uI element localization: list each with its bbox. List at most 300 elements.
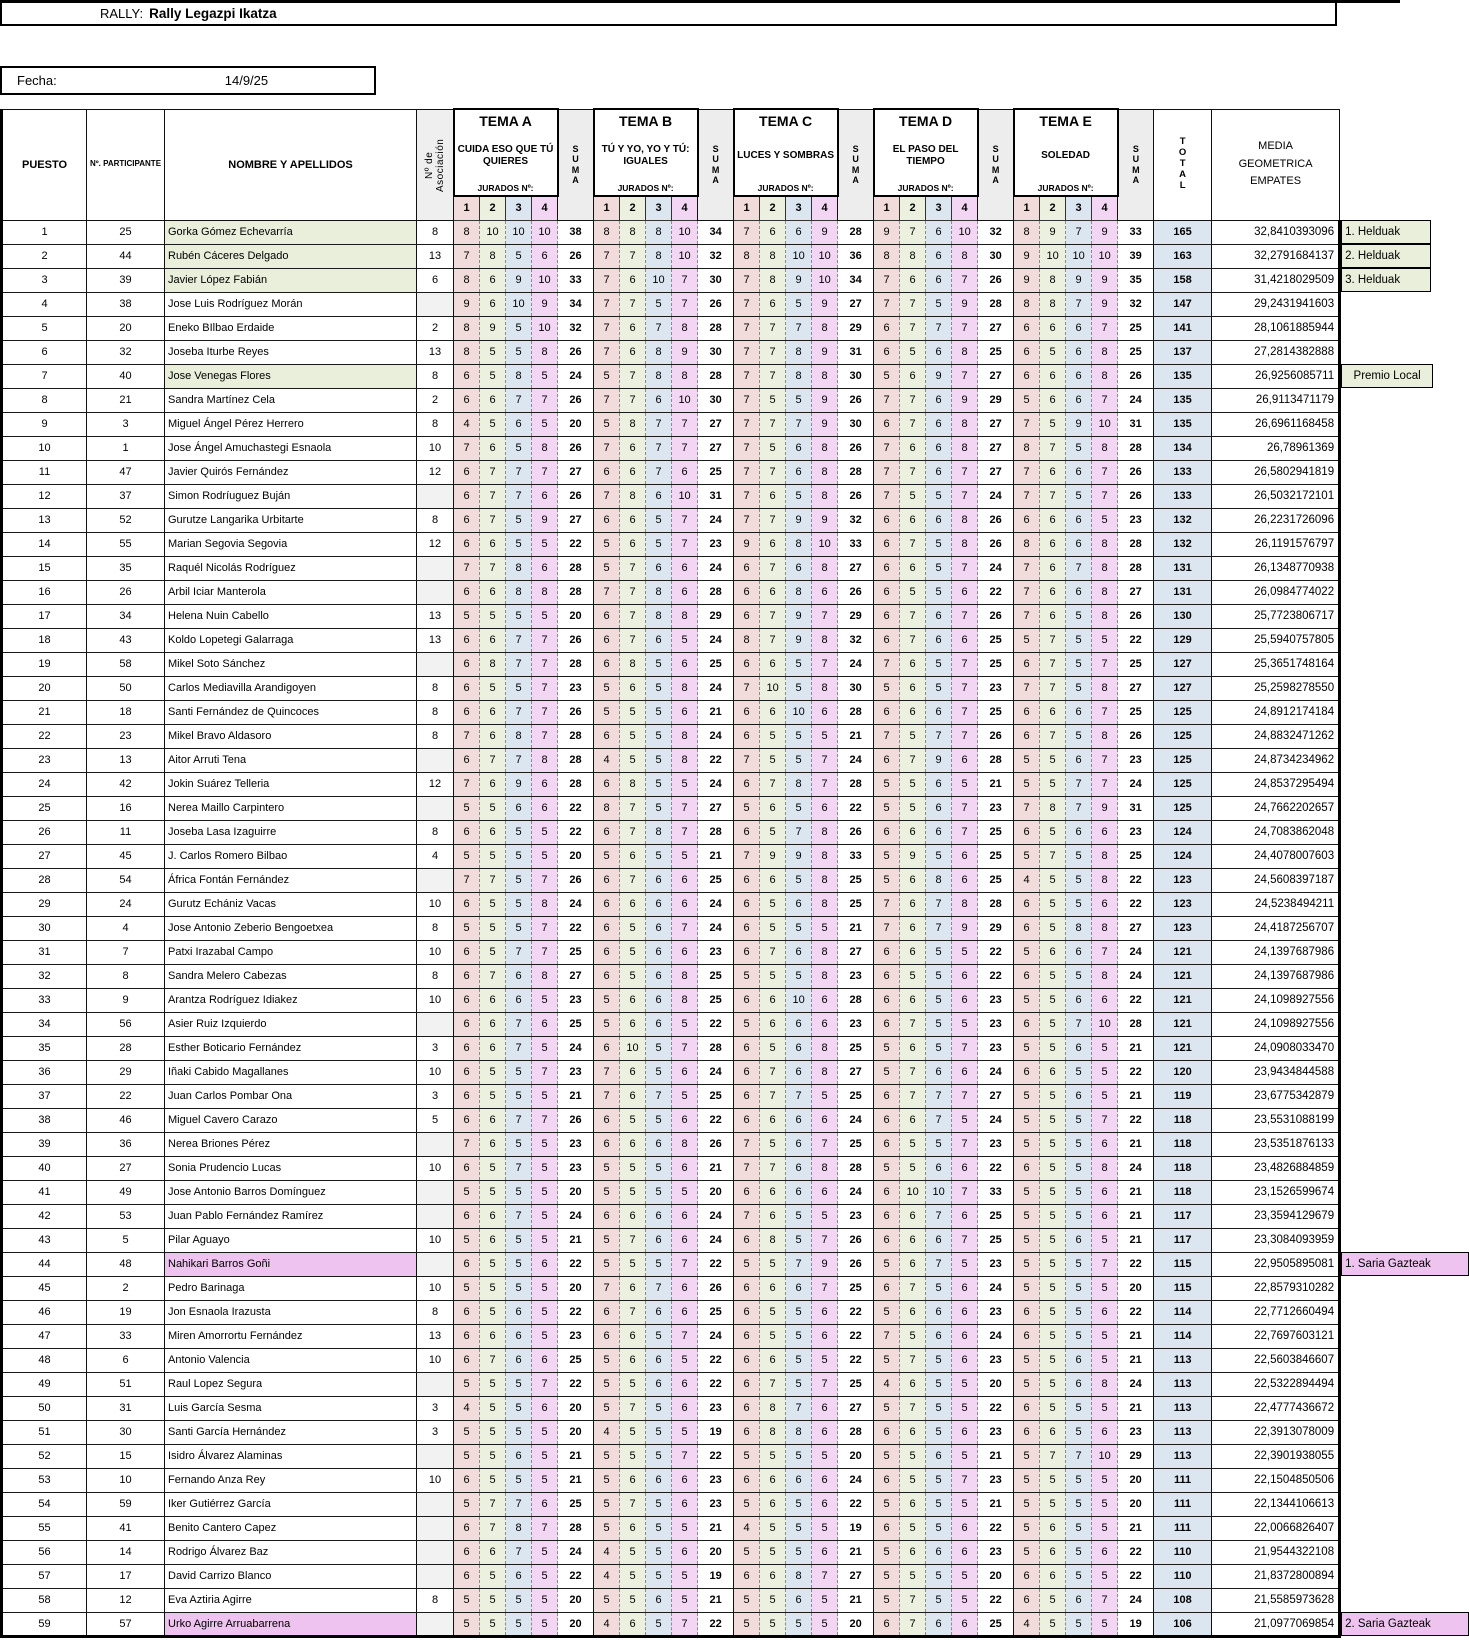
nota-cell (1340, 1348, 1402, 1372)
score-cell: 5 (926, 1588, 952, 1612)
suma-cell: 27 (558, 508, 594, 532)
score-cell: 5 (594, 988, 620, 1012)
score-cell: 6 (1040, 1516, 1066, 1540)
score-cell: 7 (1092, 772, 1118, 796)
score-cell: 7 (672, 820, 698, 844)
score-cell: 7 (874, 268, 900, 292)
suma-cell: 22 (558, 532, 594, 556)
table-row (2, 436, 1402, 460)
score-cell: 5 (874, 772, 900, 796)
suma-cell: 23 (1118, 820, 1154, 844)
media-cell: 32,2791684137 (1212, 244, 1340, 268)
total-cell: 125 (1154, 796, 1212, 820)
score-cell: 5 (620, 1420, 646, 1444)
suma-cell: 27 (978, 316, 1014, 340)
score-cell: 5 (874, 1540, 900, 1564)
nota-cell (1340, 796, 1402, 820)
suma-cell: 27 (558, 964, 594, 988)
score-cell: 5 (672, 1516, 698, 1540)
letter: U (992, 154, 999, 165)
total-cell: 135 (1154, 388, 1212, 412)
suma-cell: 30 (698, 340, 734, 364)
media-cell: 21,5585973628 (1212, 1588, 1340, 1612)
asociacion-cell: 3 (417, 1036, 454, 1060)
table-row (2, 700, 1402, 724)
suma-cell: 32 (978, 220, 1014, 244)
score-cell: 6 (1066, 460, 1092, 484)
nota-cell (1340, 1516, 1402, 1540)
asociacion-cell (417, 556, 454, 580)
nota-cell (1340, 676, 1402, 700)
participante-cell: 43 (87, 628, 165, 652)
score-cell: 6 (1092, 1420, 1118, 1444)
score-cell: 10 (1092, 1012, 1118, 1036)
nota-cell (1340, 244, 1402, 268)
score-cell: 5 (1040, 1468, 1066, 1492)
suma-cell: 23 (558, 676, 594, 700)
score-cell: 5 (760, 1612, 786, 1636)
score-cell: 5 (1066, 676, 1092, 700)
puesto-cell: 30 (2, 916, 87, 940)
score-cell: 6 (620, 460, 646, 484)
score-cell: 6 (594, 652, 620, 676)
score-cell: 5 (454, 1420, 480, 1444)
score-cell: 9 (1092, 292, 1118, 316)
suma-cell: 26 (838, 580, 874, 604)
score-cell: 9 (480, 316, 506, 340)
letter: M (711, 164, 720, 175)
participante-cell: 47 (87, 460, 165, 484)
score-cell: 5 (1066, 1156, 1092, 1180)
score-cell: 7 (1066, 796, 1092, 820)
score-cell: 8 (760, 1420, 786, 1444)
tema-header-inner (875, 110, 977, 195)
nota-cell (1340, 1036, 1402, 1060)
suma-cell: 26 (698, 1276, 734, 1300)
media-cell: 27,2814382888 (1212, 340, 1340, 364)
score-cell: 6 (874, 1132, 900, 1156)
score-cell: 7 (874, 652, 900, 676)
score-cell: 6 (1040, 580, 1066, 604)
score-cell: 6 (480, 388, 506, 412)
score-cell: 6 (1014, 1564, 1040, 1588)
asociacion-cell (417, 1204, 454, 1228)
score-cell: 6 (672, 1228, 698, 1252)
score-cell: 5 (760, 916, 786, 940)
suma-cell: 28 (558, 556, 594, 580)
score-cell: 6 (480, 1036, 506, 1060)
score-cell: 5 (1066, 844, 1092, 868)
score-cell: 7 (1040, 844, 1066, 868)
score-cell: 6 (1014, 1012, 1040, 1036)
score-cell: 5 (760, 1132, 786, 1156)
score-cell: 9 (1014, 244, 1040, 268)
score-cell: 5 (952, 1396, 978, 1420)
suma-cell: 24 (1118, 388, 1154, 412)
suma-cell: 20 (698, 1540, 734, 1564)
score-cell: 6 (874, 1468, 900, 1492)
score-cell: 5 (480, 1564, 506, 1588)
score-cell: 7 (874, 484, 900, 508)
score-cell: 6 (672, 652, 698, 676)
letter: S (852, 143, 859, 154)
table-row (2, 844, 1402, 868)
score-cell: 5 (1040, 1108, 1066, 1132)
score-cell: 5 (874, 844, 900, 868)
suma-cell: 27 (1118, 676, 1154, 700)
suma-cell: 24 (838, 1180, 874, 1204)
suma-cell: 20 (558, 1420, 594, 1444)
suma-cell: 22 (698, 1108, 734, 1132)
score-cell: 5 (734, 1612, 760, 1636)
total-cell: 121 (1154, 1036, 1212, 1060)
score-cell: 6 (734, 1060, 760, 1084)
asociacion-cell: 13 (417, 604, 454, 628)
column-header-suma-2 (698, 109, 734, 220)
asociacion-cell (417, 1444, 454, 1468)
nombre-cell: Eva Aztiria Agirre (165, 1588, 417, 1612)
score-cell: 9 (786, 844, 812, 868)
participante-cell: 20 (87, 316, 165, 340)
suma-cell: 25 (838, 1372, 874, 1396)
score-cell: 8 (900, 244, 926, 268)
score-cell: 6 (734, 892, 760, 916)
nombre-cell: Javier Quirós Fernández (165, 460, 417, 484)
score-cell: 5 (1066, 964, 1092, 988)
suma-cell: 26 (1118, 484, 1154, 508)
total-cell: 125 (1154, 724, 1212, 748)
puesto-cell: 38 (2, 1108, 87, 1132)
suma-cell: 24 (698, 1060, 734, 1084)
suma-cell: 28 (558, 748, 594, 772)
score-cell: 10 (672, 220, 698, 244)
score-cell: 5 (926, 652, 952, 676)
score-cell: 5 (1066, 892, 1092, 916)
score-cell: 6 (734, 700, 760, 724)
score-cell: 6 (454, 628, 480, 652)
score-cell: 6 (760, 220, 786, 244)
score-cell: 6 (952, 1348, 978, 1372)
suma-cell: 24 (698, 1228, 734, 1252)
score-cell: 6 (734, 724, 760, 748)
asociacion-cell (417, 868, 454, 892)
suma-cell: 25 (838, 1276, 874, 1300)
jurados-label: JURADOS Nº: (757, 182, 814, 193)
score-cell: 7 (1040, 676, 1066, 700)
table-header (2, 109, 1402, 220)
total-cell: 127 (1154, 652, 1212, 676)
nombre-cell: Juan Carlos Pombar Ona (165, 1084, 417, 1108)
score-cell: 6 (454, 892, 480, 916)
score-cell: 7 (900, 460, 926, 484)
score-cell: 8 (786, 580, 812, 604)
score-cell: 5 (952, 1108, 978, 1132)
score-cell: 5 (506, 604, 532, 628)
media-cell: 28,1061885944 (1212, 316, 1340, 340)
media-cell: 25,7723806717 (1212, 604, 1340, 628)
score-cell: 6 (672, 1276, 698, 1300)
score-cell: 5 (786, 676, 812, 700)
media-cell: 29,2431941603 (1212, 292, 1340, 316)
score-cell: 6 (620, 988, 646, 1012)
table-row (2, 1084, 1402, 1108)
score-cell: 5 (1040, 1180, 1066, 1204)
score-cell: 9 (1040, 220, 1066, 244)
suma-cell: 27 (978, 460, 1014, 484)
score-cell: 5 (1066, 1540, 1092, 1564)
score-cell: 5 (874, 1444, 900, 1468)
score-cell: 8 (812, 676, 838, 700)
score-cell: 5 (532, 1156, 558, 1180)
score-cell: 8 (672, 748, 698, 772)
score-cell: 7 (760, 604, 786, 628)
score-cell: 6 (646, 1204, 672, 1228)
nombre-cell: Aitor Arruti Tena (165, 748, 417, 772)
score-cell: 7 (734, 1132, 760, 1156)
score-cell: 10 (900, 1180, 926, 1204)
score-cell: 8 (454, 316, 480, 340)
score-cell: 6 (1014, 820, 1040, 844)
score-cell: 6 (454, 532, 480, 556)
total-cell: 121 (1154, 1012, 1212, 1036)
score-cell: 7 (532, 940, 558, 964)
score-cell: 5 (594, 1516, 620, 1540)
score-cell: 6 (952, 628, 978, 652)
score-cell: 8 (812, 436, 838, 460)
score-cell: 6 (1066, 1372, 1092, 1396)
score-cell: 6 (874, 820, 900, 844)
score-cell: 5 (1014, 1492, 1040, 1516)
score-cell: 6 (874, 1108, 900, 1132)
score-cell: 4 (454, 412, 480, 436)
score-cell: 6 (1066, 700, 1092, 724)
total-cell: 135 (1154, 412, 1212, 436)
nombre-cell: Nahikari Barros Goñi (165, 1252, 417, 1276)
score-cell: 5 (1092, 1276, 1118, 1300)
nota-cell (1340, 484, 1402, 508)
score-cell: 6 (900, 1228, 926, 1252)
score-cell: 5 (646, 1564, 672, 1588)
asociacion-cell: 8 (417, 964, 454, 988)
suma-cell: 26 (698, 292, 734, 316)
suma-cell: 28 (558, 652, 594, 676)
score-cell: 6 (952, 844, 978, 868)
suma-cell: 24 (558, 1540, 594, 1564)
score-cell: 7 (672, 916, 698, 940)
puesto-cell: 50 (2, 1396, 87, 1420)
table-row (2, 364, 1402, 388)
total-cell: 141 (1154, 316, 1212, 340)
score-cell: 6 (532, 484, 558, 508)
total-cell: 113 (1154, 1420, 1212, 1444)
suma-cell: 22 (558, 820, 594, 844)
jurados-label: JURADOS Nº: (1037, 182, 1094, 193)
score-cell: 6 (812, 988, 838, 1012)
score-cell: 7 (672, 436, 698, 460)
score-cell: 6 (646, 868, 672, 892)
jurado-number-header: 1 (454, 196, 480, 220)
participante-cell: 26 (87, 580, 165, 604)
score-cell: 7 (1014, 412, 1040, 436)
suma-cell: 28 (558, 772, 594, 796)
score-cell: 6 (734, 772, 760, 796)
suma-cell: 26 (558, 244, 594, 268)
nombre-cell: Nerea Maillo Carpintero (165, 796, 417, 820)
score-cell: 6 (900, 892, 926, 916)
score-cell: 6 (1092, 1180, 1118, 1204)
suma-cell: 19 (698, 1420, 734, 1444)
score-cell: 5 (532, 1468, 558, 1492)
suma-cell: 28 (978, 892, 1014, 916)
score-cell: 6 (874, 988, 900, 1012)
score-cell: 8 (812, 844, 838, 868)
score-cell: 8 (1092, 604, 1118, 628)
score-cell: 5 (760, 436, 786, 460)
score-cell: 9 (812, 1252, 838, 1276)
table-row (2, 772, 1402, 796)
table-row (2, 820, 1402, 844)
score-cell: 5 (620, 1540, 646, 1564)
score-cell: 6 (672, 460, 698, 484)
table-row (2, 724, 1402, 748)
score-cell: 5 (454, 916, 480, 940)
nombre-cell: Rodrigo Álvarez Baz (165, 1540, 417, 1564)
puesto-cell: 52 (2, 1444, 87, 1468)
score-cell: 7 (620, 292, 646, 316)
score-cell: 6 (952, 1540, 978, 1564)
suma-cell: 28 (838, 220, 874, 244)
media-cell: 23,3594129679 (1212, 1204, 1340, 1228)
score-cell: 5 (506, 844, 532, 868)
score-cell: 6 (874, 1420, 900, 1444)
nota-cell (1340, 1492, 1402, 1516)
score-cell: 5 (1014, 1540, 1040, 1564)
suma-cell: 27 (978, 1084, 1014, 1108)
score-cell: 6 (734, 1324, 760, 1348)
nota-cell (1340, 1012, 1402, 1036)
score-cell: 7 (454, 244, 480, 268)
score-cell: 6 (594, 892, 620, 916)
suma-cell: 21 (1118, 1228, 1154, 1252)
media-cell: 21,9544322108 (1212, 1540, 1340, 1564)
score-cell: 5 (812, 1084, 838, 1108)
suma-cell: 22 (558, 916, 594, 940)
nota-cell (1340, 1060, 1402, 1084)
participante-cell: 7 (87, 940, 165, 964)
score-cell: 5 (532, 1276, 558, 1300)
score-cell: 6 (454, 508, 480, 532)
suma-cell: 23 (1118, 1420, 1154, 1444)
score-cell: 6 (1092, 892, 1118, 916)
score-cell: 6 (454, 1084, 480, 1108)
suma-cell: 20 (978, 1564, 1014, 1588)
score-cell: 7 (952, 1036, 978, 1060)
suma-cell: 22 (1118, 1564, 1154, 1588)
score-cell: 7 (952, 1228, 978, 1252)
table-row (2, 220, 1402, 244)
score-cell: 9 (506, 772, 532, 796)
suma-cell: 21 (698, 844, 734, 868)
score-cell: 6 (672, 1396, 698, 1420)
score-cell: 7 (506, 1012, 532, 1036)
score-cell: 5 (952, 940, 978, 964)
score-cell: 5 (786, 1204, 812, 1228)
score-cell: 5 (1040, 964, 1066, 988)
score-cell: 8 (454, 340, 480, 364)
suma-cell: 21 (558, 1084, 594, 1108)
score-cell: 6 (454, 820, 480, 844)
score-cell: 9 (786, 508, 812, 532)
score-cell: 9 (760, 844, 786, 868)
score-cell: 6 (1040, 508, 1066, 532)
score-cell: 5 (480, 364, 506, 388)
total-cell: 135 (1154, 364, 1212, 388)
score-cell: 5 (1040, 412, 1066, 436)
suma-cell: 21 (1118, 1180, 1154, 1204)
score-cell: 8 (1040, 268, 1066, 292)
media-header-line: EMPATES (1250, 175, 1302, 188)
score-cell: 5 (874, 1588, 900, 1612)
puesto-cell: 14 (2, 532, 87, 556)
score-cell: 5 (532, 364, 558, 388)
score-cell: 5 (646, 676, 672, 700)
score-cell: 8 (1092, 844, 1118, 868)
score-cell: 8 (646, 364, 672, 388)
participante-cell: 38 (87, 292, 165, 316)
score-cell: 6 (900, 988, 926, 1012)
suma-cell: 21 (698, 1516, 734, 1540)
score-cell: 5 (874, 796, 900, 820)
suma-cell: 22 (1118, 1252, 1154, 1276)
total-cell: 111 (1154, 1516, 1212, 1540)
nota-cell (1340, 436, 1402, 460)
total-cell: 108 (1154, 1588, 1212, 1612)
suma-cell: 25 (1118, 700, 1154, 724)
score-cell: 9 (926, 748, 952, 772)
suma-cell: 22 (1118, 1108, 1154, 1132)
score-cell: 7 (594, 316, 620, 340)
score-cell: 7 (506, 484, 532, 508)
asociacion-cell: 8 (417, 916, 454, 940)
score-cell: 5 (594, 532, 620, 556)
score-cell: 9 (812, 340, 838, 364)
score-cell: 7 (900, 748, 926, 772)
score-cell: 5 (1040, 1252, 1066, 1276)
score-cell: 7 (532, 1516, 558, 1540)
letter: A (992, 174, 999, 185)
asociacion-cell: 4 (417, 844, 454, 868)
score-cell: 5 (926, 532, 952, 556)
asociacion-cell: 8 (417, 676, 454, 700)
score-cell: 6 (646, 1228, 672, 1252)
score-cell: 5 (620, 700, 646, 724)
tema-code: TEMA B (618, 113, 673, 129)
score-cell: 7 (900, 604, 926, 628)
nota-cell (1340, 292, 1402, 316)
participante-cell: 8 (87, 964, 165, 988)
suma-vertical-label (979, 144, 1013, 185)
score-cell: 5 (532, 1588, 558, 1612)
total-cell: 110 (1154, 1564, 1212, 1588)
score-cell: 5 (900, 484, 926, 508)
score-cell: 6 (786, 460, 812, 484)
score-cell: 7 (506, 748, 532, 772)
suma-cell: 33 (978, 1180, 1014, 1204)
suma-cell: 34 (698, 220, 734, 244)
score-cell: 5 (672, 1180, 698, 1204)
score-cell: 8 (952, 244, 978, 268)
puesto-cell: 13 (2, 508, 87, 532)
